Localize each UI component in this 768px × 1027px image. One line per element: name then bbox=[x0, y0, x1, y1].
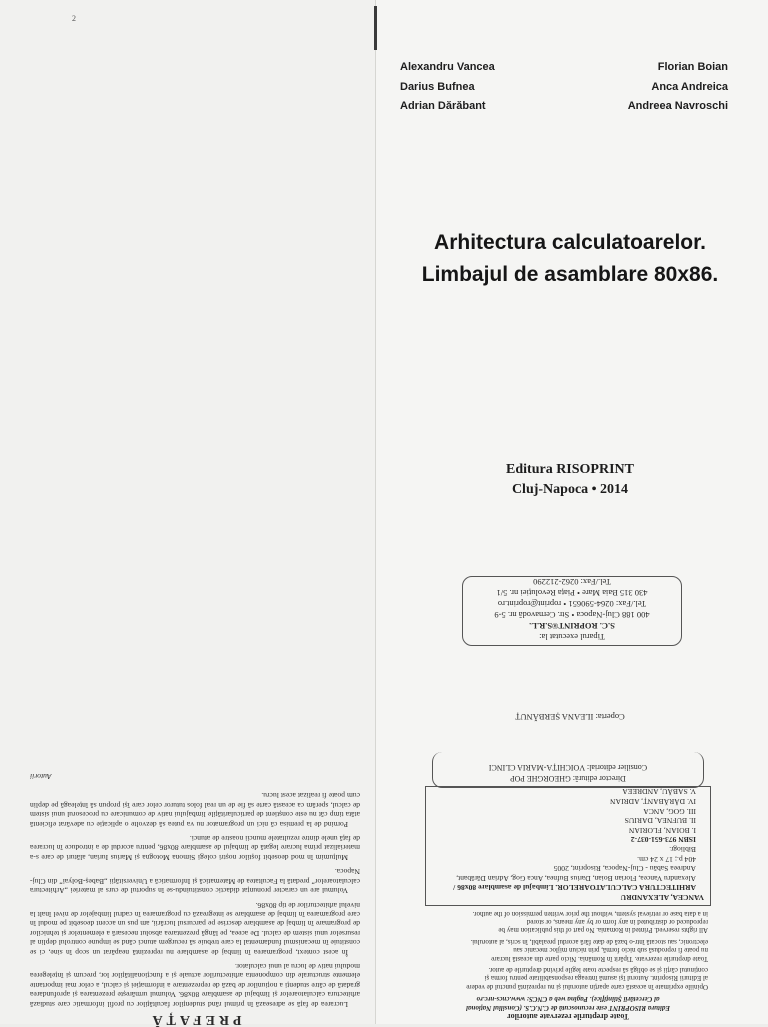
cip-line-1: VANCEA, ALEXANDRU bbox=[620, 893, 704, 902]
author-left-1: Alexandru Vancea bbox=[400, 61, 495, 73]
printing-line-3: 400 188 Cluj-Napoca • Str. Cernavodă nr. 5-9 bbox=[494, 610, 650, 620]
rights-line-2: al Cercetării Științifice). Pagina web a CNCS: www.cncs-nrc.ro bbox=[476, 995, 660, 1004]
rights-line-10: reproduced or distributed in any form or by any means, or stored bbox=[526, 917, 708, 926]
editor-consultant: Consilier editorial: VOICHIȚA-MARIA CLINCI bbox=[488, 763, 648, 772]
rights-notice bbox=[428, 910, 708, 1020]
cip-line-6: Bibliogr. bbox=[669, 845, 696, 855]
printing-line-4: Tel./Fax: 0264-590651 • roprint@roprint.ro bbox=[497, 599, 647, 609]
preface-text bbox=[30, 634, 360, 1027]
author-right-3: Andreea Navroschi bbox=[627, 100, 728, 112]
preface-paragraph-4: Mulțumim în mod deosebit foștilor noștri colegi Simona Motogna și Marius Iurian, alături de care s-a materializat prima lucrare legată de limbajul de asamblare 80x86, pentru acordul de a introduce în lucrarea de față unele dintre rezultatele muncii noastre de atunci. bbox=[30, 834, 360, 862]
cip-line-8: I. BOIAN, FLORIAN bbox=[628, 825, 696, 835]
cip-line-11: IV. DĂRĂBANȚ, ADRIAN bbox=[610, 797, 696, 807]
rights-line-11: in a data base or retrieval system, without the prior written permission of the author. bbox=[472, 909, 708, 918]
publisher-city-year: Cluj-Napoca • 2014 bbox=[511, 482, 629, 497]
publisher-name: Editura RISOPRINT bbox=[506, 462, 634, 477]
cip-line-7: ISBN 973-651-037-2 bbox=[630, 835, 696, 845]
binding-mark bbox=[374, 6, 377, 50]
author-left-3: Adrian Dărăbant bbox=[400, 100, 486, 112]
preface-heading: PREFAȚĂ bbox=[148, 1012, 242, 1027]
cip-description bbox=[425, 786, 711, 906]
printing-box bbox=[462, 576, 682, 646]
cover-credit: Coperta: ILEANA ȘERBĂNUȚ bbox=[515, 712, 625, 722]
book-gutter bbox=[375, 0, 376, 1024]
cip-line-2: ARHITECTURA CALCULATOARELOR. Limbajul de asamblare 80x86 / bbox=[453, 883, 696, 893]
author-right-2: Anca Andreica bbox=[651, 81, 728, 93]
rights-line-5: conținutul cărții și se obligă să respecte toate legile privind drepturile de autor. bbox=[488, 965, 708, 974]
rights-line-7: nu poate fi reprodusă sub nicio formă, prin niciun mijloc mecanic sau bbox=[513, 946, 708, 955]
preface-paragraph-3: Volumul are un caracter pronunțat didactic constituindu-se în suportul de curs al materiei „Arhitectura calculatoarelor” predată la Facultatea de Matematică și Informatică a Universității „Babeș-Bolyai” din Cluj-Napoca. bbox=[30, 867, 360, 896]
printing-line-1: Tiparul executat la: bbox=[539, 632, 605, 642]
cip-line-5: 404 p.; 17 x 24 cm. bbox=[637, 854, 696, 864]
page-mark: 2 bbox=[72, 14, 76, 23]
cip-line-10: III. GOG, ANCA bbox=[643, 806, 696, 816]
cip-line-12: V. SABĂU, ANDREEA bbox=[622, 787, 696, 797]
rights-line-8: electronic, sau stocată într-o bază de date fără acordul prealabil, în scris, al autorului. bbox=[470, 937, 708, 946]
rights-line-3: Opiniile exprimate în această carte aparțin autorului și nu reprezintă punctul de vedere bbox=[466, 982, 708, 991]
cip-line-4: Andreea Sabău - Cluj-Napoca, Risoprint, 2005 bbox=[553, 864, 696, 874]
preface-signature: Autorii bbox=[30, 772, 52, 782]
rights-line-4: al Editurii Risoprint. Autorul își asumă întreaga responsabilitate pentru forma și bbox=[484, 974, 708, 983]
printing-line-2: S.C. ROPRINT®S.R.L. bbox=[529, 621, 615, 631]
author-left-2: Darius Bufnea bbox=[400, 81, 475, 93]
rights-line-6: Toate drepturile rezervate. Tipărit în România. Nicio parte din această lucrare bbox=[491, 954, 708, 963]
editor-director: Director editură: GHEORGHE POP bbox=[510, 774, 626, 783]
preface-paragraph-5: Pornind de la premisa că nici un programator nu va putea să dezvolte o aplicație cu adevărat eficientă atâta timp cât nu este conștient de particularitățile limbajului nativ de comunicare cu procesorul unui sistem de calcul, sperăm ca această carte să fie de un real folos tuturor celor care își propun să înțeleagă pe deplin cum poate fi realizat acest lucru. bbox=[30, 791, 360, 829]
book-title-line1: Arhitectura calculatoarelor. bbox=[434, 231, 706, 254]
rights-line-9: All rights reserved. Printed in Romania. No part of this publication may be bbox=[498, 926, 708, 935]
rights-heading: Toate drepturile rezervate autorilor bbox=[507, 1012, 629, 1021]
book-title-line2: Limbajul de asamblare 80x86. bbox=[421, 263, 719, 286]
editors-box bbox=[432, 752, 704, 788]
cip-line-3: Alexandru Vancea, Florian Boian, Darius Bufnea, Anca Gog, Adrian Dărăbant, bbox=[456, 873, 696, 883]
printing-line-5: 430 315 Baia Mare • Piața Revoluției nr. 5/1 bbox=[496, 588, 648, 598]
rights-line-1: Editura RISOPRINT este recunoscută de C.N.C.S. (Consiliul Național bbox=[466, 1003, 671, 1012]
author-right-1: Florian Boian bbox=[657, 61, 728, 73]
cip-line-9: II. BUFNEA, DARIUS bbox=[624, 816, 696, 826]
printing-line-6: Tel./Fax: 0262-212290 bbox=[533, 577, 611, 587]
preface-paragraph-2: În acest context, programarea în limbaj de asamblare nu reprezintă neapărat un scop în sine, ci se constituie în mecanismul fundamental la care trebuie să recurgem atunci când se impune controlul deplin al resurselor unui sistem de calcul. De aceea, pe lângă prezentarea absolut necesară a elementelor și tehnicilor de programare în limbaj de asamblare descrise pe parcursul lucrării, am pus un accent deosebit pe modul în care programarea în limbaj de asamblare se integrează cu programarea în cadrul limbajelor de nivel înalt la nivelul arhitecturilor de tip 80x86. bbox=[30, 900, 360, 957]
preface-paragraph-1: Lucrarea de față se adresează în primul rând studenților facultăților cu profil informatic care studiază arhitectura calculatoarelor și limbajul de asamblare 80x86. Volumul urmărește prezentarea și aprofundarea gradată de către studenți a noțiunilor de bază de reprezentare a informației și calcul, a celor mai importante elemente structurale din componenta arhitecturilor actuale și a funcționalităților lor, precum și înțelegerea modului nativ de lucru al unui calculator. bbox=[30, 961, 360, 1009]
